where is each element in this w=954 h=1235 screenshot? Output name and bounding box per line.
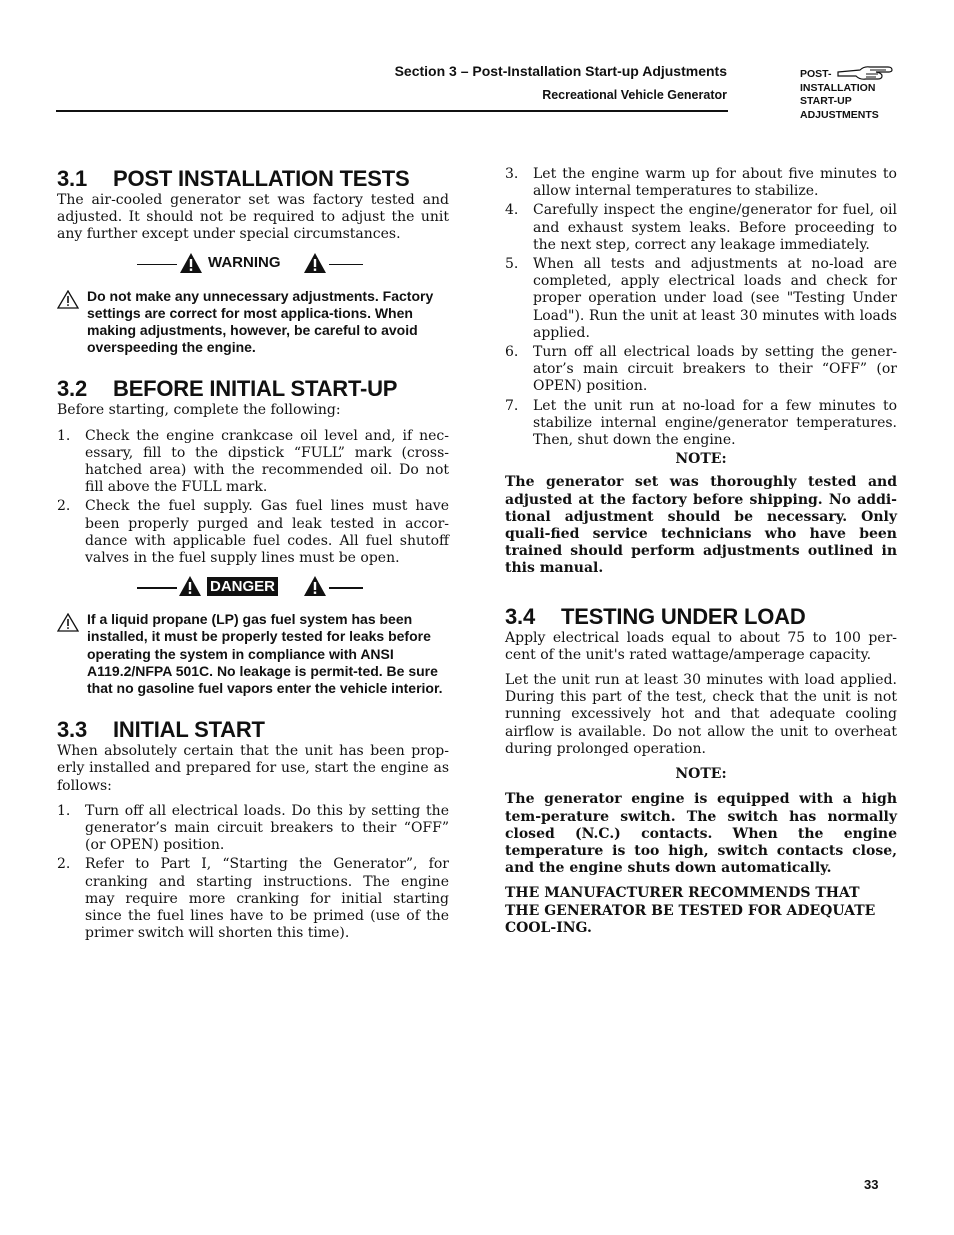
page-number: 33 (864, 1177, 879, 1192)
section-3-2-intro: Before starting, complete the following: (57, 402, 341, 419)
item-number: 7. (505, 397, 519, 414)
section-number: 3.3 (57, 717, 87, 743)
item-text: Let the engine warm up for about five minutes to allow internal temperatures to stabilize. (533, 166, 897, 200)
banner-rule (137, 264, 177, 266)
banner-rule (329, 264, 363, 266)
list-item (505, 344, 897, 396)
note-text: The generator set was thoroughly tested and adjusted at the factory before shipping. No addi-tional adjustment should be necessary. Only quali-fied service technicians who have been trained should perform adjustments outlined in this manual. (505, 474, 897, 577)
item-number: 2. (57, 498, 71, 515)
section-3-4-p2: Let the unit run at least 30 minutes with load applied. During this part of the test, check that the unit is not running excessively hot and that adequate cooling airflow is available. Do not allow the unit to overheat during prolonged operation. (505, 672, 897, 757)
section-number: 3.4 (505, 603, 535, 629)
initial-start-list-part1 (57, 803, 449, 943)
item-text: Refer to Part I, “Starting the Generator”, for cranking and starting instructions. The engine may require more cranking for initial starting since the fuel lines have to be primed (use of the primer switch will shorten this time). (85, 856, 449, 942)
item-text: Turn off all electrical loads. Do this by setting the generator’s main circuit breakers to their “OFF” (or OPEN) position. (85, 802, 449, 854)
warning-triangle-icon (178, 575, 202, 597)
item-text: Turn off all electrical loads by setting the gener-ator’s main circuit breakers to their “OFF” (or OPEN) position. (533, 344, 897, 395)
before-start-list (57, 428, 449, 568)
list-item (57, 856, 449, 942)
note-label: NOTE: (675, 766, 727, 783)
warning-caution (57, 288, 449, 357)
list-item (505, 166, 897, 200)
tab-line: START-UP (800, 95, 852, 107)
item-text: Check the fuel supply. Gas fuel lines must have been properly purged and leak tested in accor-dance with applicable fuel codes. All fuel shutoff valves in the fuel supply lines must be open. (85, 498, 449, 567)
item-text: When all tests and adjustments at no-load are completed, apply electrical loads and check for proper operation under load (see "Testing Under Load"). Run the unit at least 30 minutes with loads applied. (533, 256, 897, 341)
item-number: 5. (505, 256, 519, 273)
section-3-4-p1: Apply electrical loads equal to about 75 to 100 per-cent of the unit's rated wattage/amperage capacity. (505, 629, 897, 663)
initial-start-list-part2 (505, 166, 897, 449)
section-number: 3.1 (57, 166, 87, 191)
section-header-subtitle: Recreational Vehicle Generator (542, 88, 727, 102)
tab-line: POST- (800, 68, 832, 80)
list-item (57, 428, 449, 497)
item-number: 6. (505, 344, 519, 361)
caution-triangle-icon (57, 290, 79, 309)
section-3-3-intro: When absolutely certain that the unit has been prop-erly installed and prepared for use, start the engine as follows: (57, 743, 449, 794)
item-number: 3. (505, 166, 519, 182)
danger-caution (57, 611, 449, 697)
list-item (505, 202, 897, 254)
banner-rule (137, 587, 177, 589)
item-number: 1. (57, 427, 71, 444)
section-title: INITIAL START (113, 717, 265, 743)
danger-text: If a liquid propane (LP) gas fuel system has been installed, it must be properly tested for leaks before operating the system in compliance with ANSI A119.2/NFPA 501C. No leakage is permit-ted. Be sure that no gasoline fuel vapors enter the vehicle interior. (87, 611, 443, 697)
section-title: BEFORE INITIAL START-UP (113, 376, 398, 402)
pointing-hand-icon (836, 64, 900, 84)
banner-rule (329, 587, 363, 589)
warning-banner (57, 252, 449, 278)
section-number: 3.2 (57, 376, 87, 402)
section-title: POST INSTALLATION TESTS (113, 166, 410, 191)
warning-label: WARNING (208, 253, 281, 271)
header-rule (56, 110, 728, 112)
warning-triangle-icon (303, 575, 327, 597)
list-item (57, 498, 449, 567)
item-number: 2. (57, 856, 71, 873)
item-number: 1. (57, 802, 71, 819)
warning-triangle-icon (179, 252, 203, 274)
tab-line: ADJUSTMENTS (800, 108, 879, 121)
item-number: 4. (505, 202, 519, 219)
recommendation-text: THE MANUFACTURER RECOMMENDS THAT THE GENERATOR BE TESTED FOR ADEQUATE COOL-ING. (505, 885, 876, 936)
caution-triangle-icon (57, 613, 79, 632)
item-text: Let the unit run at no-load for a few minutes to stabilize internal engine/generator temperatures. Then, shut down the engine. (533, 397, 897, 449)
note-text: The generator engine is equipped with a high tem-perature switch. The switch has normally closed (N.C.) contacts. When the engine temperature is too high, switch contacts close, and the engine shuts down automatically. (505, 791, 897, 877)
section-3-1-heading (57, 166, 449, 192)
danger-label: DANGER (207, 577, 278, 596)
warning-text: Do not make any unnecessary adjustments. Factory settings are correct for most applica-tions. When making adjustments, however, be careful to avoid overspeeding the engine. (87, 287, 434, 356)
section-3-1-body: The air-cooled generator set was factory tested and adjusted. It should not be required to adjust the unit any further except under special circumstances. (57, 192, 449, 243)
list-item (505, 256, 897, 342)
section-header-title: Section 3 – Post-Installation Start-up Adjustments (394, 63, 727, 79)
danger-banner (57, 575, 449, 601)
section-title: TESTING UNDER LOAD (561, 603, 806, 629)
section-3-3-heading (57, 717, 449, 743)
item-text: Carefully inspect the engine/generator for fuel, oil and exhaust system leaks. Before proceeding to the next step, correct any leakage immediately. (533, 202, 897, 253)
note-label: NOTE: (675, 451, 727, 468)
item-text: Check the engine crankcase oil level and, if nec-essary, fill to the dipstick “FULL” mark (cross-hatched area) with the recommended oil. Do not fill above the FULL mark. (85, 427, 449, 496)
warning-triangle-icon (303, 252, 327, 274)
list-item (57, 803, 449, 855)
section-3-2-heading (57, 376, 449, 402)
list-item (505, 398, 897, 450)
tab-line: INSTALLATION (800, 81, 876, 94)
section-3-4-heading (505, 604, 897, 630)
